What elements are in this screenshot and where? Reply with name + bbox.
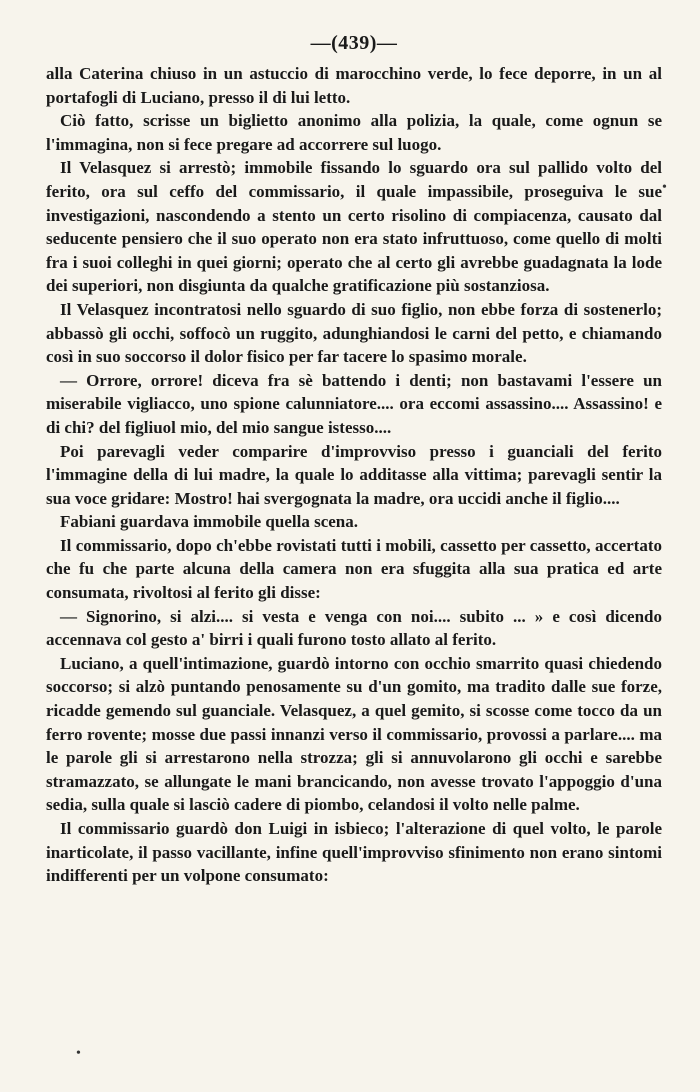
- paragraph-3: Il Velasquez si arrestò; immobile fissando lo sguardo ora sul pallido volto del ferito, ora sul ceffo del commissario, il quale impassibile, proseguiva le sue investigazioni, nascondendo a stento un certo risolino di compiacenza, causato dal seducente pensiero che il suo operato non era stato infruttuoso, come quello di molti fra i suoi colleghi in quei giorni; operato che al certo gli avrebbe guadagnata la lode dei superiori, non disgiunta da qualche gratificazione più sostanziosa.: [46, 158, 662, 296]
- paragraph-7: Fabiani guardava immobile quella scena.: [60, 512, 358, 532]
- paragraph-10: Luciano, a quell'intimazione, guardò intorno con occhio smarrito quasi chiedendo soccorso; si alzò puntando penosamente su d'un gomito, ma tradito dalle sue forze, ricadde gemendo sul guanciale. Velasquez, a quel gemito, si scosse come tocco da un ferro rovente; mosse due passi innanzi verso il commissario, provossi a parlare.... ma le parole gli si arrestarono nella strozza; gli si annuvolarono gli occhi e sarebbe stramazzato, se allungate le mani brancicando, non avesse trovato l'appoggio d'una sedia, sulla quale si lasciò cadere di piombo, celandosi il volto nelle palme.: [46, 653, 662, 815]
- paragraph-4: Il Velasquez incontratosi nello sguardo di suo figlio, non ebbe forza di sostenerlo; abbassò gli occhi, soffocò un ruggito, adunghiandosi le carni del petto, e chiamando così in suo soccorso il dolor fisico per far tacere lo spasimo morale.: [46, 299, 662, 367]
- page-number: —(439)—: [310, 32, 398, 54]
- paragraph-8: Il commissario, dopo ch'ebbe rovistati tutti i mobili, cassetto per cassetto, accertato che fu che parte alcuna della camera non era sfuggita alla sua pratica ed arte consumata, rivoltosi al ferito gli disse:: [46, 535, 662, 603]
- paragraph-2: Ciò fatto, scrisse un biglietto anonimo alla polizia, la quale, come ognun se l'immagina, non si fece pregare ad accorrere sul luogo.: [46, 111, 662, 154]
- paragraph-9: — Signorino, si alzi.... si vesta e venga con noi.... subito ... » e così dicendo accennava col gesto a' birri i quali furono tosto allato al ferito.: [46, 606, 662, 650]
- paragraph-5: — Orrore, orrore! diceva fra sè battendo i denti; non bastavami l'essere un miserabile vigliacco, uno spione calunniatore.... ora eccomi assassino.... Assassino! e di chi? del figliuol mio, del mio sangue istesso....: [46, 370, 662, 437]
- margin-speck: •: [662, 180, 667, 195]
- footer-speck: •: [76, 1046, 81, 1061]
- paragraph-6: Poi parevagli veder comparire d'improvviso presso i guanciali del ferito l'immagine della di lui madre, la quale lo additasse alla vittima; parevagli sentir la sua voce gridare: Mostro! hai svergognata la madre, ora uccidi anche il figlio....: [46, 441, 662, 508]
- paragraph-11: Il commissario guardò don Luigi in isbieco; l'alterazione di quel volto, le parole inarticolate, il passo vacillante, infine quell'improvviso sfinimento non erano sintomi indifferenti per un volpone consumato:: [46, 819, 662, 886]
- paragraph-1: alla Caterina chiuso in un astuccio di marocchino verde, lo fece deporre, in un al portafogli di Luciano, presso il di lui letto.: [46, 64, 662, 107]
- text-body: [46, 62, 662, 888]
